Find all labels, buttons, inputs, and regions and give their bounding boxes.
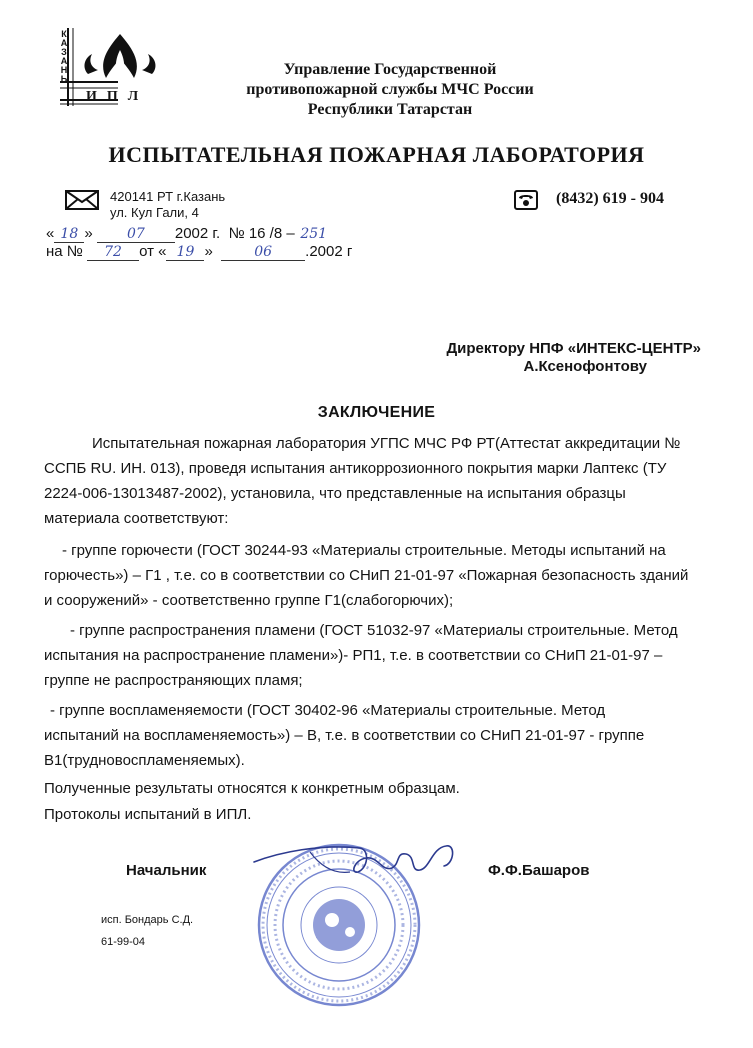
outgoing-number-suffix: 251 [300, 226, 328, 242]
ref-from: от « [139, 243, 167, 260]
ref-number: 72 [87, 244, 139, 261]
date-year: 2002 г. [174, 225, 221, 242]
addressee-line-1: Директору НПФ «ИНТЕКС-ЦЕНТР» [446, 340, 701, 357]
phone-icon [514, 190, 538, 210]
body-line: - группе горючести (ГОСТ 30244-93 «Материалы строительные. Методы испытаний на [62, 542, 666, 559]
reference-registration: на № 72 от « 19 » 06 .2002 г [46, 243, 353, 260]
body-line: группе не распространяющих пламя; [44, 672, 303, 689]
org-line-1: Управление Государственной [283, 61, 497, 78]
body-line: 2224-006-13013487-2002), установила, что представленные на испытания образцы [44, 485, 626, 502]
body-line: Испытательная пожарная лаборатория УГПС МЧС РФ РТ(Аттестат аккредитации № [92, 435, 681, 452]
ref-prefix: на № [46, 243, 83, 260]
body-line: и сооружений» - соответственно группе Г1(слабогорючих); [44, 592, 454, 609]
phone-number: (8432) 619 - 904 [556, 190, 664, 207]
org-line-3: Республики Татарстан [307, 101, 473, 118]
document-heading: ЗАКЛЮЧЕНИЕ [317, 404, 436, 421]
date-day: 18 [54, 226, 84, 243]
body-line: материала соответствуют: [44, 510, 229, 527]
lab-title: ИСПЫТАТЕЛЬНАЯ ПОЖАРНАЯ ЛАБОРАТОРИЯ [108, 142, 645, 167]
logo-vertical-text: КАЗАНЬ [60, 29, 68, 84]
org-line-2: противопожарной службы МЧС России [246, 81, 534, 98]
body-line: испытаний на воспламеняемость») – В, т.е. в соответствии со СНиП 21-01-97 - группе [44, 727, 645, 744]
ref-month: 06 [221, 244, 305, 261]
body-line: - группе распространения пламени (ГОСТ 51032-97 «Материалы строительные. Метод [70, 622, 678, 639]
outgoing-registration: « 18 » 07 2002 г. № 16 /8 – 251 [46, 225, 333, 243]
envelope-icon [65, 190, 99, 210]
ref-year: .2002 г [305, 243, 353, 260]
address-line-1: 420141 РТ г.Казань [110, 189, 226, 204]
executor-phone: 61-99-04 [101, 936, 146, 948]
signatory-name: Ф.Ф.Башаров [488, 862, 590, 879]
addressee-line-2: А.Ксенофонтову [523, 358, 647, 375]
body-line: испытания на распространение пламени»)- РП1, т.е. в соответствии со СНиП 21-01-97 – [44, 647, 663, 664]
executor-name: исп. Бондарь С.Д. [101, 914, 194, 926]
ref-day: 19 [166, 244, 204, 261]
body-line: горючесть») – Г1 , т.е. со в соответствии со СНиП 21-01-97 «Пожарная безопасность зданий [44, 567, 689, 584]
body-line: Протоколы испытаний в ИПЛ. [44, 806, 252, 823]
date-month: 07 [97, 226, 175, 243]
body-line: В1(трудновоспламеняемых). [44, 752, 245, 769]
signatory-title: Начальник [126, 862, 207, 879]
body-line: - группе воспламеняемости (ГОСТ 30402-96 «Материалы строительные. Метод [50, 702, 606, 719]
outgoing-number-prefix: № 16 /8 – [228, 225, 295, 242]
body-line: ССПБ RU. ИН. 013), проведя испытания антикоррозионного покрытия марки Лаптекс (ТУ [44, 460, 667, 477]
handwritten-signature [250, 838, 470, 888]
logo-bottom-text: ИПЛ [86, 89, 149, 104]
body-line: Полученные результаты относятся к конкретным образцам. [44, 780, 460, 797]
address-line-2: ул. Кул Гали, 4 [110, 205, 199, 220]
